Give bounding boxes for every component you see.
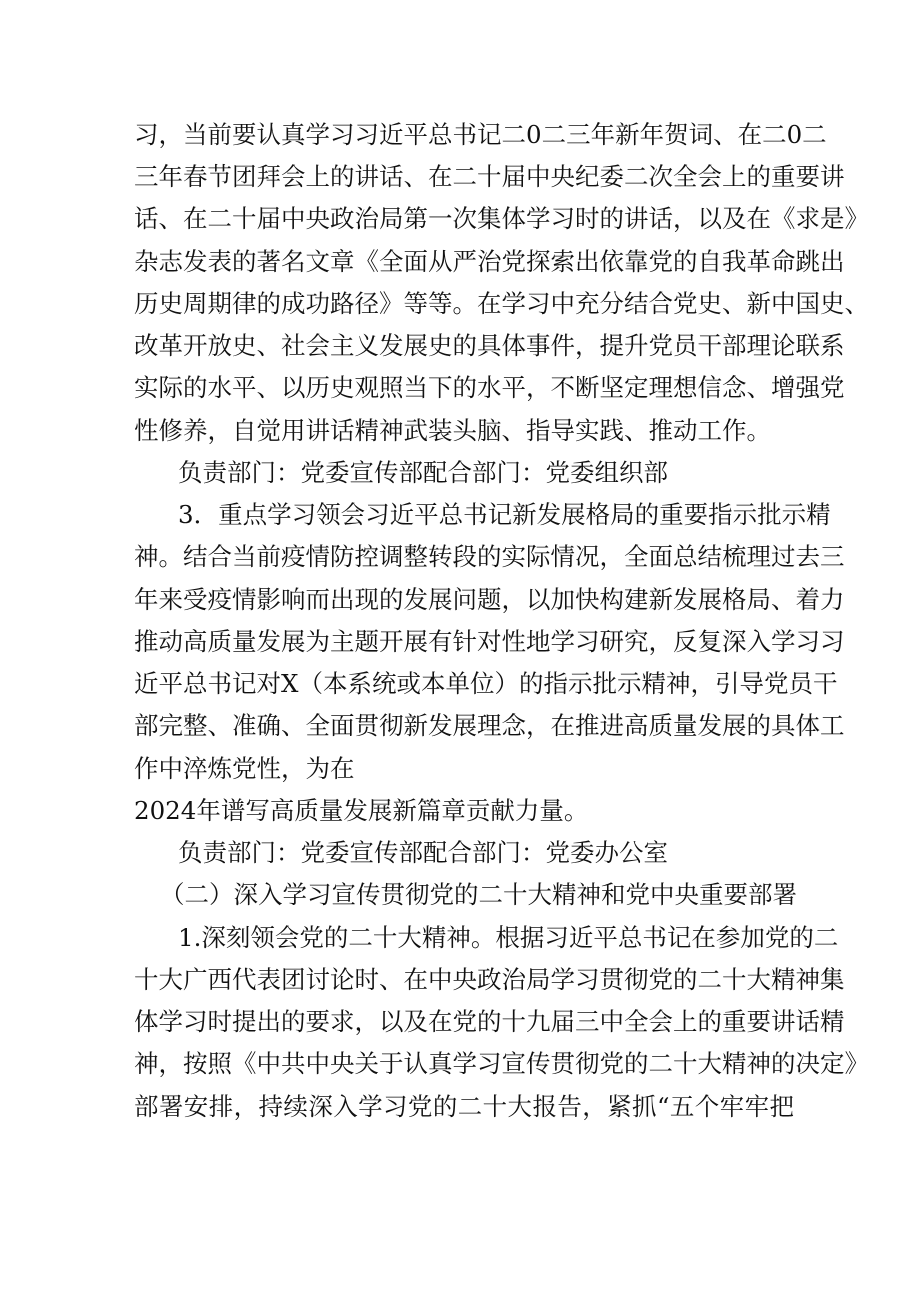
text-line: 十大广西代表团讨论时、在中央政治局学习贯彻党的二十大精神集	[134, 965, 845, 994]
responsible-department-line: 负责部门：党委宣传部配合部门：党委办公室	[178, 838, 668, 867]
text-line: 近平总书记对X（本系统或本单位）的指示批示精神，引导党员干	[134, 669, 838, 698]
text-line: 部署安排，持续深入学习党的二十大报告，紧抓“五个牢牢把	[134, 1092, 794, 1121]
section-heading: （二）深入学习宣传贯彻党的二十大精神和党中央重要部署	[160, 880, 797, 909]
text-line: 实际的水平、以历史观照当下的水平，不断坚定理想信念、增强党	[134, 373, 845, 402]
section-heading: 3．重点学习领会习近平总书记新发展格局的重要指示批示精	[178, 500, 831, 529]
text-line: 体学习时提出的要求，以及在党的十九届三中全会上的重要讲话精	[134, 1007, 845, 1036]
text-line: 神。结合当前疫情防控调整转段的实际情况，全面总结梳理过去三	[134, 542, 845, 571]
text-line: 习，当前要认真学习习近平总书记二0二三年新年贺词、在二0二	[134, 120, 827, 149]
text-line: 三年春节团拜会上的讲话、在二十届中央纪委二次全会上的重要讲	[134, 162, 845, 191]
text-line: 杂志发表的著名文章《全面从严治党探索出依靠党的自我革命跳出	[134, 247, 845, 276]
text-line: 作中淬炼党性，为在	[134, 754, 355, 783]
responsible-department-line: 负责部门：党委宣传部配合部门：党委组织部	[178, 458, 668, 487]
text-line: 改革开放史、社会主义发展史的具体事件，提升党员干部理论联系	[134, 331, 845, 360]
text-line: 性修养，自觉用讲话精神武装头脑、指导实践、推动工作。	[134, 416, 771, 445]
text-line: 话、在二十届中央政治局第一次集体学习时的讲话，以及在《求是》	[134, 204, 869, 233]
text-line: 神，按照《中共中央关于认真学习宣传贯彻党的二十大精神的决定》	[134, 1049, 869, 1078]
text-line: 部完整、准确、全面贯彻新发展理念，在推进高质量发展的具体工	[134, 711, 845, 740]
text-line: 历史周期律的成功路径》等等。在学习中充分结合党史、新中国史、	[134, 289, 869, 318]
text-line: 年来受疫情影响而出现的发展问题，以加快构建新发展格局、着力	[134, 585, 845, 614]
section-heading: 1.深刻领会党的二十大精神。根据习近平总书记在参加党的二	[178, 923, 839, 952]
text-line: 推动高质量发展为主题开展有针对性地学习研究，反复深入学习习	[134, 627, 845, 656]
text-line: 2024年谱写高质量发展新篇章贡献力量。	[134, 796, 589, 825]
